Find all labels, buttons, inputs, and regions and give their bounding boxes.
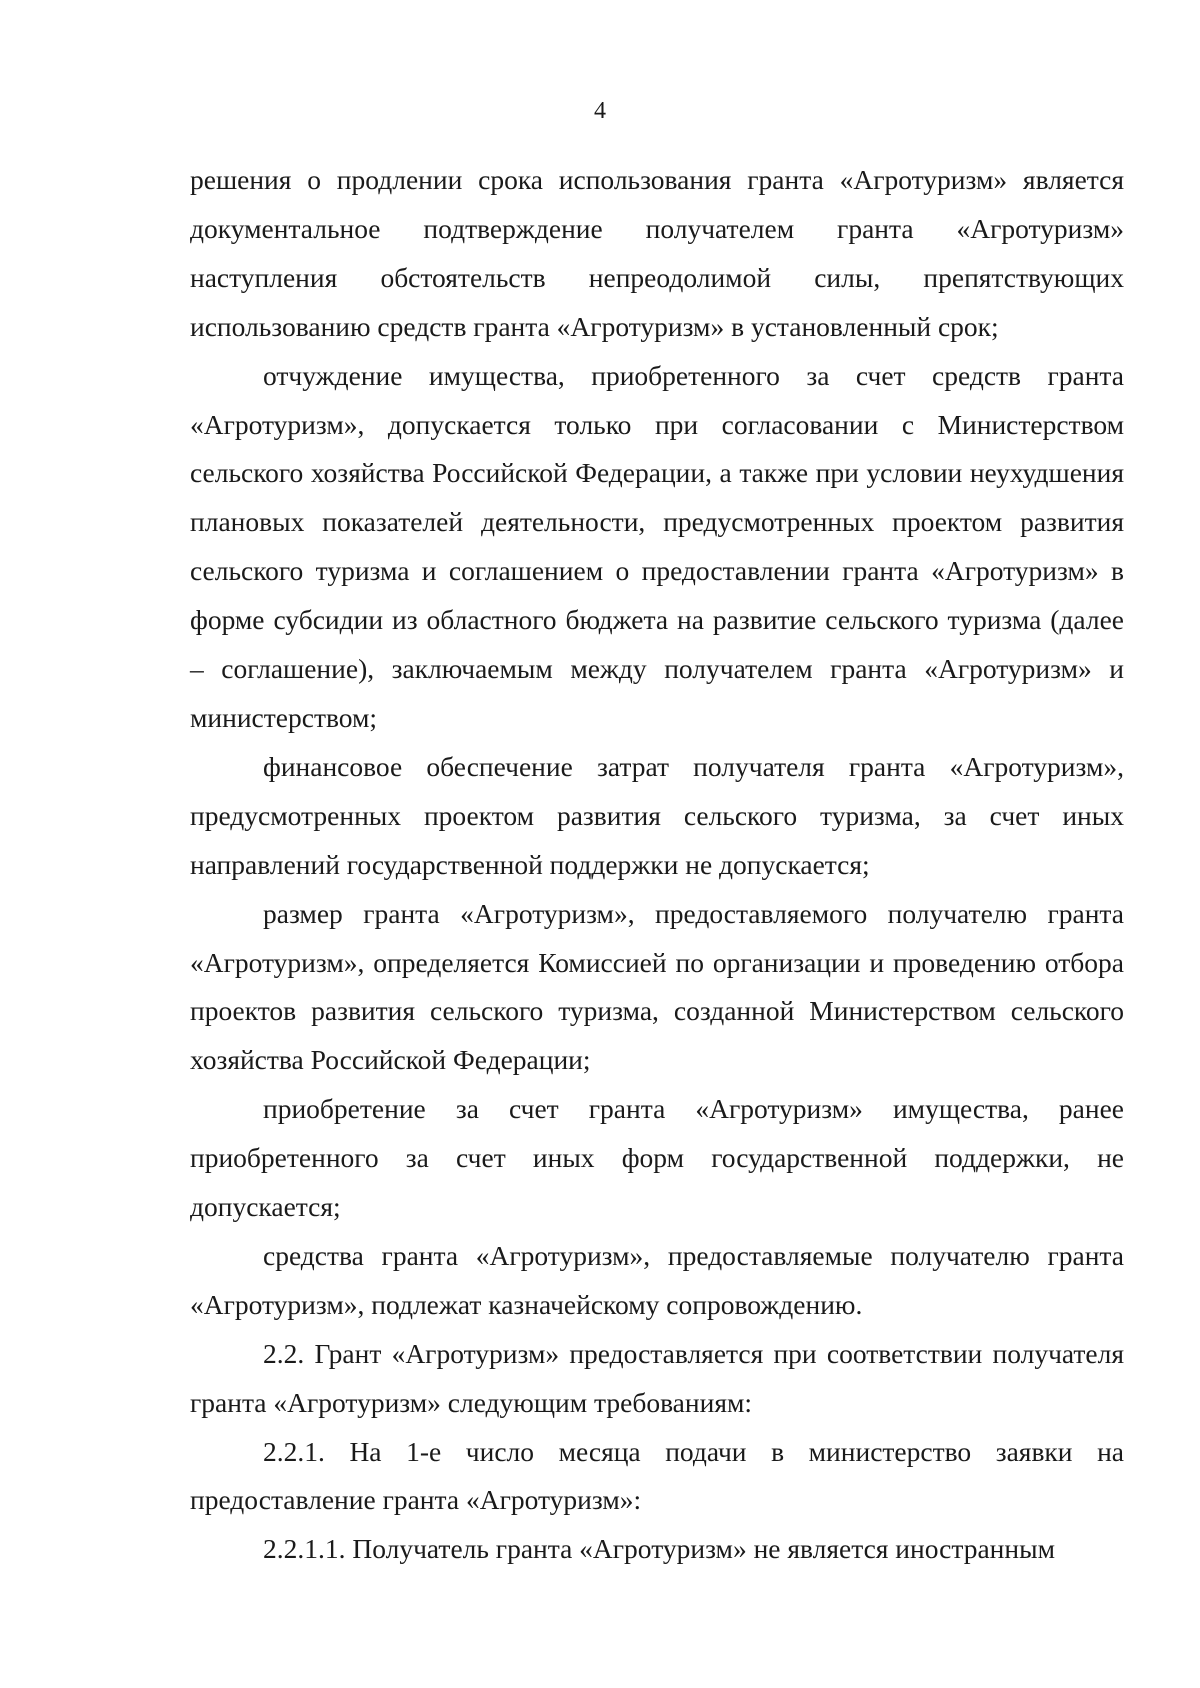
paragraph-alienation: отчуждение имущества, приобретенного за счет средств гранта «Агротуризм», допускается только при согласовании с Министерством сельского хозяйства Российской Федерации, а также при условии неухудшения плановых показателей деятельности, предусмотренных проектом развития сельского туризма и соглашением о предоставлении гранта «Агротуризм» в форме субсидии из областного бюджета на развитие сельского туризма (далее – соглашение), заключаемым между получателем гранта «Агротуризм» и министерством;: [190, 359, 1124, 733]
clause-2-2: 2.2. Грант «Агротуризм» предоставляется при соответствии получателя гранта «Агротуризм» следующим требованиям:: [190, 1337, 1124, 1418]
paragraph-financing: финансовое обеспечение затрат получателя гранта «Агротуризм», предусмотренных проектом развития сельского туризма, за счет иных направлений государственной поддержки не допускается;: [190, 750, 1124, 880]
paragraph-acquisition: приобретение за счет гранта «Агротуризм» имущества, ранее приобретенного за счет иных форм государственной поддержки, не допускается;: [190, 1093, 1124, 1223]
document-body: [190, 156, 1124, 1574]
paragraph-treasury: средства гранта «Агротуризм», предоставляемые получателю гранта «Агротуризм», подлежат казначейскому сопровождению.: [190, 1239, 1124, 1320]
clause-2-2-1: 2.2.1. На 1-е число месяца подачи в министерство заявки на предоставление гранта «Агротуризм»:: [190, 1435, 1124, 1516]
paragraph-continuation: решения о продлении срока использования гранта «Агротуризм» является документальное подтверждение получателем гранта «Агротуризм» наступления обстоятельств непреодолимой силы, препятствующих использованию средств гранта «Агротуризм» в установленный срок;: [190, 164, 1124, 342]
paragraph-grant-size: размер гранта «Агротуризм», предоставляемого получателю гранта «Агротуризм», определяется Комиссией по организации и проведению отбора проектов развития сельского туризма, созданной Министерством сельского хозяйства Российской Федерации;: [190, 897, 1124, 1076]
clause-2-2-1-1: 2.2.1.1. Получатель гранта «Агротуризм» не является иностранным: [263, 1533, 1055, 1565]
page-number: 4: [594, 98, 606, 124]
